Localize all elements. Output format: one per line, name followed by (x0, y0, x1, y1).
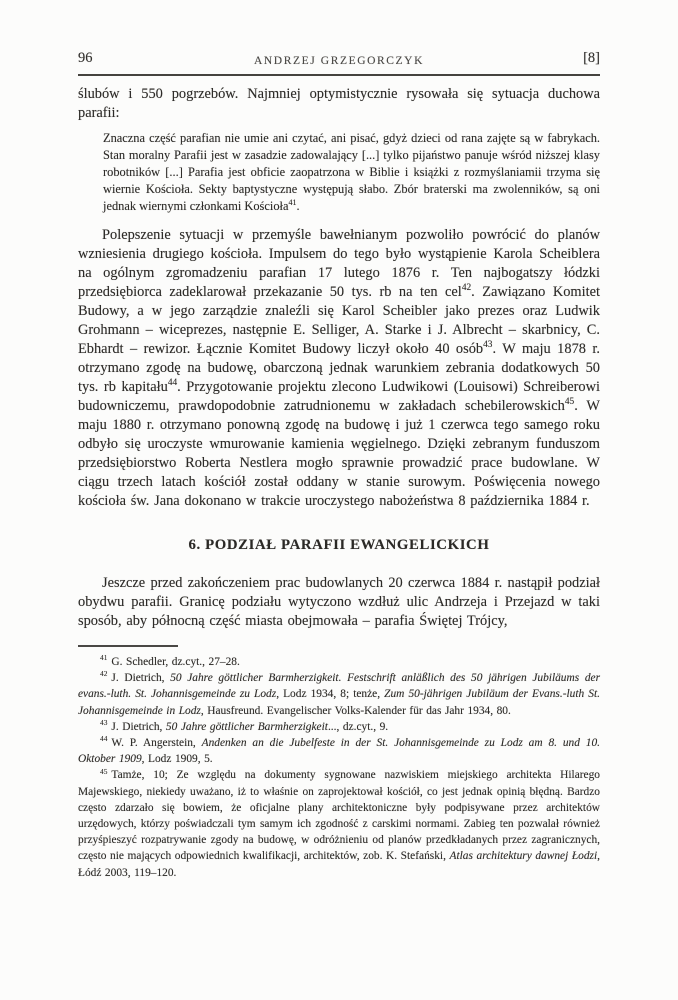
page-number: 96 (78, 50, 93, 66)
paragraph-main: Polepszenie sytuacji w przemyśle bawełnianym pozwoliło powrócić do planów wzniesienia drugiego kościoła. Impulsem do tego było wystąpienie Karola Scheiblera na ogólnym zgromadzeniu parafian 17 lutego 1876 r. Ten najbogatszy łódzki przedsiębiorca zadeklarował przekazanie 50 tys. rb na ten cel$^{42}$. Zawiązano Komitet Budowy, a w jego zarządzie znaleźli się Karol Scheibler jako prezes oraz Ludwik Grohmann – wiceprezes, następnie E. Selliger, A. Starke i J. Albrecht – skarbnicy, C. Ebhardt – rewizor. Łącznie Komitet Budowy liczył około 40 osób$^{43}$. W maju 1878 r. otrzymano zgodę na budowę, obarczoną jednak warunkiem zebrania dodatkowych 50 tys. rb kapitału$^{44}$. Przygotowanie projektu zlecono Ludwikowi (Louisowi) Schreiberowi budowniczemu, prawdopodobnie zatrudnionemu w zakładach schebilerowskich$^{45}$. W maju 1880 r. otrzymano ponowną zgodę na budowę i już 1 czerwca tego samego roku odbyło się uroczyste wmurowanie kamienia węgielnego. Dzięki zebranym funduszom przedsiębiorstwo Roberta Nestlera mogło sprawnie prowadzić prace budowlane. W ciągu trzech latach kościół został oddany w stanie surowym. Poświęcenia nowego kościoła św. Jana dokonano w trakcie uroczystego nabożeństwa 8 października 1884 r. (78, 227, 601, 509)
footnote-42 (78, 670, 600, 719)
page-marker: [8] (583, 50, 600, 66)
footnote-text-44: W. P. Angerstein, Andenken an die Jubelfeste in der St. Johannisgemeinde zu Lodz am 8. und 10. Oktober 1909, Lodz 1909, 5. (78, 737, 601, 766)
section-heading: 6. PODZIAŁ PARAFII EWANGELICKICH (188, 537, 490, 553)
running-title: ANDRZEJ GRZEGORCZYK (254, 55, 424, 67)
footnote-text-43: J. Dietrich, 50 Jahre göttlicher Barmherzigkeit..., dz.cyt., 9. (111, 720, 389, 733)
blockquote: Znaczna część parafian nie umie ani czytać, ani pisać, gdyż dzieci od rana zajęte są w fabrykach. Stan moralny Parafii jest w zasadzie zadowalający [...] tylko pijaństwo panuje wśród niższej klasy robotników [...] Parafia jest obficie zaopatrzona w Biblie i książki z rozmyślaniamii trzyma się wiernie Kościoła. Sekty baptystyczne występują słabo. Zbór braterski ma zwolenników, są oni jednak wiernymi członkami Kościoła$^{41}$. (103, 131, 600, 213)
footnote-41 (78, 654, 600, 670)
footnote-43 (78, 719, 600, 735)
page-header (78, 50, 600, 76)
footnotes-section (78, 645, 600, 881)
paragraph-intro: ślubów i 550 pogrzebów. Najmniej optymistycznie rysowała się sytuacja duchowa parafii: (78, 86, 600, 121)
footnote-text-41: G. Schedler, dz.cyt., 27–28. (111, 656, 240, 668)
footnote-number-41: 41 (100, 653, 108, 663)
footnote-text-45: Tamże, 10; Ze względu na dokumenty sygnowane nazwiskiem miejskiego architekta Hilarego Majewskiego, niekiedy uważano, iż to właśnie on zaprojektował kościół, co jest jednak opinią błędną. Bardzo często zdarzało się bowiem, że oficjalne plany architektoniczne były podpisywane przez architektów urzędowych, którzy poświadczali tym samym ich zgodność z carskimi normami. Zabieg ten pozwalał również przyśpieszyć rozpatrywanie zgody na budowę, w odróżnieniu od planów przedkładanych przez zagranicznych, często nie mających odpowiednich kwalifikacji, architektów, zob. K. Stefański, Atlas architektury dawnej Łodzi, Łódź 2003, 119–120. (78, 769, 601, 879)
footnote-number-42: 42 (100, 669, 108, 679)
footnote-text-42: J. Dietrich, 50 Jahre göttlicher Barmherzigkeit. Festschrift anläßlich des 50 jährigen Jubiläums der evans.-luth. St. Johannisgemeinde zu Lodz, Lodz 1934, 8; tenże, Zum 50-jährigen Jubiläum der Evans.-luth St. Johannisgemeinde in Lodz, Hausfreund. Evangelischer Volks-Kalender für das Jahr 1934, 80. (78, 672, 601, 717)
paragraph-after-heading: Jeszcze przed zakończeniem prac budowlanych 20 czerwca 1884 r. nastąpił podział obydwu parafii. Granicę podziału wytyczono wzdłuż ulic Andrzeja i Przejazd w taki sposób, aby północną część miasta obejmowała – parafia Świętej Trójcy, (78, 575, 600, 629)
footnote-number-43: 43 (100, 718, 108, 728)
footnote-45 (78, 767, 600, 880)
footnote-44 (78, 735, 600, 767)
footnote-number-45: 45 (100, 766, 108, 776)
page-body (78, 85, 600, 631)
footnote-number-44: 44 (100, 734, 108, 744)
footnote-separator (78, 645, 178, 647)
